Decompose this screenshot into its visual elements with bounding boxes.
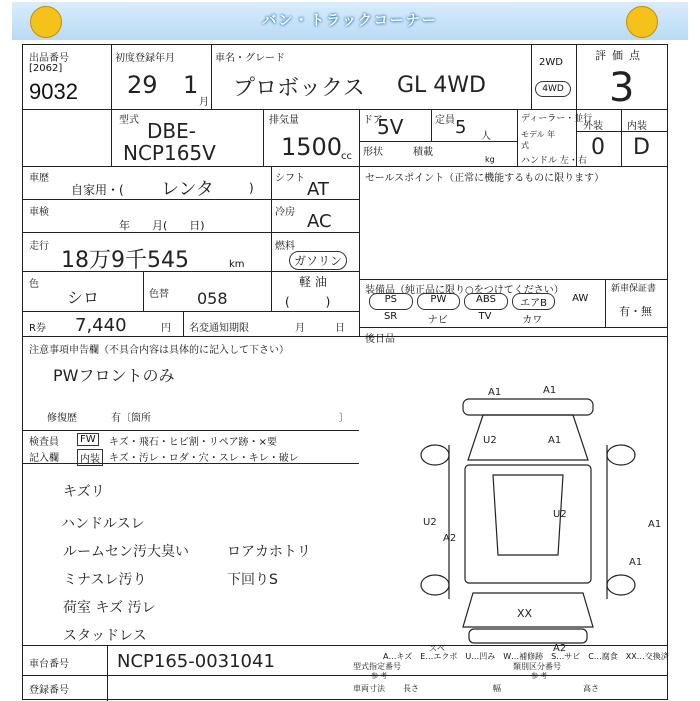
hand-note-6: 下回りS [227,572,278,588]
lot-code: [2062] [29,63,63,74]
door-label: ドア [363,115,383,126]
fuel-other: ( ) [285,295,331,309]
shift-label: シフト [275,173,305,184]
lot-number: 9032 [29,79,78,104]
reg-month: 1 [183,71,199,99]
kg-unit: kg [485,155,495,164]
fuel-gas-circled: ガソリン [289,251,347,270]
lot-label: 出品番号 [29,53,69,64]
notes-label: 注意事項申告欄（不具合内容は具体的に記入して下さい） [29,345,289,356]
equip-navi: ナビ [427,315,448,326]
displacement-unit: cc [341,151,352,162]
shape-label: 形状 [363,147,383,158]
score-label: 評価点 [595,49,646,62]
chassis-number: NCP165-0031041 [117,651,275,672]
capacity-label: 定員 [435,115,455,126]
auction-sheet [22,44,668,700]
sales-point-label: セールスポイント（正常に機能するものに限ります） [365,173,605,184]
notes-text: PWフロントのみ [53,366,175,385]
damage-legend: A…キズ E…エクボ U…凹み W…補修跡 S…サビ C…腐食 XX…交換済 [383,652,669,661]
damage-mark-11: A2 [553,643,567,654]
hand-note-8: スタッドレス [63,628,147,644]
damage-mark-7: U2 [553,509,567,520]
model-year-label: モデル 年式 [521,130,556,150]
damage-mark-10: XX [517,607,533,620]
handle-label: ハンドル 左・右 [521,156,587,166]
equip-sr: SR [383,311,398,322]
capacity-unit: 人 [481,131,491,142]
inspection-label: 車検 [29,207,49,218]
grade: GL 4WD [397,73,486,98]
hand-note-5: ミナスレ汚り [63,572,147,588]
shift: AT [307,179,329,200]
retrofit-label: 後日品 [365,334,395,345]
banner-title: バン・トラックコーナー [262,13,438,29]
equip-tv: TV [478,311,492,322]
equipment-row-2 [367,311,603,326]
fuel-label: 燃料 [275,241,295,252]
reg-month-unit: 月 [199,97,209,108]
equip-aw: AW [572,293,589,304]
category-ref: 参 考 [531,672,548,680]
exterior-grade: 0 [591,135,605,160]
hand-note-2: ハンドルスレ [61,516,145,532]
color-change-label: 色替 [149,289,169,300]
hand-note-1: キズリ [63,484,105,500]
record-label: 記入欄 [29,453,59,464]
drive-2wd: 2WD [539,57,563,68]
score: 3 [609,65,635,111]
equip-blank [556,311,603,326]
damage-mark-9: A1 [629,557,643,568]
record-interior: 内装 [77,449,103,466]
yen-unit: 円 [161,323,171,334]
usage-value: 自家用・( [71,183,124,197]
hand-note-3: ルームセン汚大臭い [63,544,189,560]
dimensions-label: 車両寸法 [353,684,385,693]
equip-ps: PS [369,293,413,310]
ac: AC [307,211,332,232]
damage-mark-2: A1 [543,385,557,396]
equip-abs: ABS [464,293,508,310]
damage-mark-12: スペ [429,644,445,653]
chassis-label: 車台番号 [29,659,69,670]
repair-label: 修復歴 [47,413,77,424]
equipment-row-1 [367,293,603,310]
reg-year: 29 [127,71,158,99]
dealer-label: ディーラー・並行 [521,114,593,124]
new-car-warranty-value: 有・無 [619,305,652,318]
car-name: プロボックス [233,76,365,101]
damage-mark-8: A1 [648,519,662,530]
car-damage-diagram [393,365,663,655]
width-label: 幅 [493,684,501,693]
km-unit: km [229,259,245,270]
ac-label: 冷房 [275,207,295,218]
cert-label: 型式指定番号 [353,662,401,671]
damage-mark-1: A1 [488,387,502,398]
reg-number-label: 登録番号 [29,685,69,696]
mileage-label: 走行 [29,241,49,252]
usage-label: 車歴 [29,173,49,184]
color-label: 色 [29,279,39,290]
equip-airbag: エアB [512,293,556,310]
equip-leather: カワ [522,315,543,326]
inspector-label: 検査員 [29,437,59,448]
name-change-label: 名変通知期限 [189,323,249,334]
name-change-date: 月 日 [295,323,345,334]
color: シロ [67,288,100,307]
banner [12,2,688,40]
drive-4wd-circled: 4WD [535,81,571,97]
model-code: NCP165V [123,141,216,165]
mileage: 18万9千545 [61,248,189,273]
reg-label: 初度登録年月 [115,53,175,64]
doors: 5V [377,115,404,139]
capacity: 5 [455,117,467,138]
model-label: 型式 [119,115,139,126]
inspector-fw: FW [77,433,99,446]
damage-mark-4: U2 [483,435,497,446]
damage-mark-5: U2 [423,517,437,528]
hand-note-4: ロアカホトリ [227,544,311,560]
displacement-label: 排気量 [269,115,299,126]
equip-pw: PW [417,293,461,310]
length-label: 長さ [403,684,419,693]
model-prefix: DBE- [147,119,196,143]
damage-mark-6: A2 [443,533,457,544]
bear-logo-icon [626,6,658,38]
exterior-label: 外装 [583,121,603,132]
new-car-warranty-label: 新車保証書 [611,284,657,294]
recycle-fee: 7,440 [75,315,127,336]
car-name-label: 車名・グレード [215,53,285,64]
hand-note-7: 荷室 キズ 汚レ [63,600,156,616]
usage-handwritten: レンタ [161,179,214,200]
repair-value: 有〔箇所 [111,413,151,424]
category-label: 類別区分番号 [513,662,561,671]
usage-close: ) [249,181,254,195]
height-label: 高さ [583,684,599,693]
load-label: 積載 [413,147,433,158]
inspector-items: キズ・飛石・ヒビ割・リペア跡・×要 [109,437,277,448]
equipment-label: 装備品（純正品に限り○をつけてください） [365,285,564,296]
record-items: キズ・汚レ・ロダ・穴・スレ・キレ・破レ [109,453,299,464]
interior-grade: D [633,135,650,160]
interior-label: 内装 [627,121,647,132]
inspection-date: 年 月( 日) [119,219,205,232]
color-code: 058 [197,289,228,308]
repair-close: 〕 [339,413,349,424]
damage-mark-3: A1 [548,435,562,446]
displacement: 1500 [281,133,343,161]
recycle-label: R券 [29,323,46,334]
fuel-oil: 軽 油 [299,275,327,289]
cert-ref: 参 考 [371,672,388,680]
